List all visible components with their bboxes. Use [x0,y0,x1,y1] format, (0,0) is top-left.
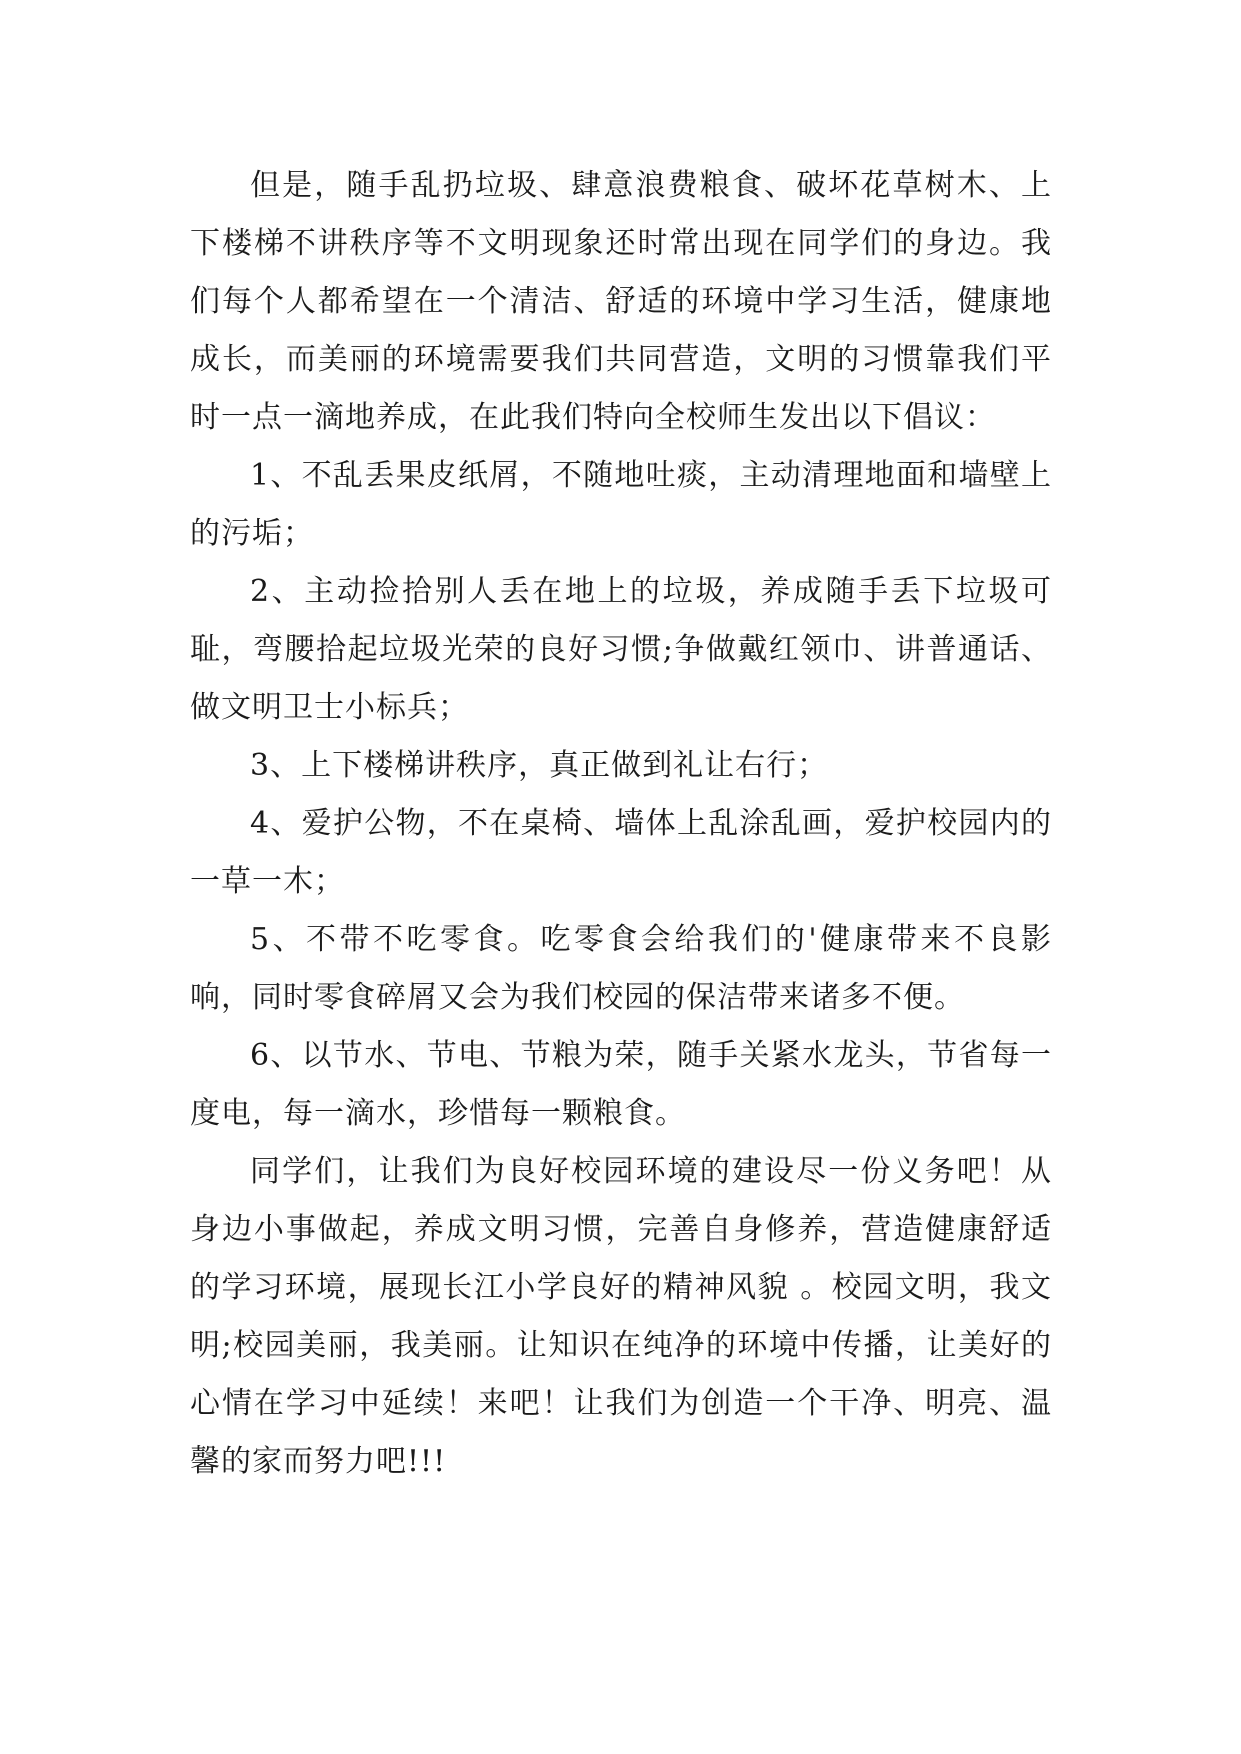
proposal-item-5: 5、不带不吃零食。吃零食会给我们的'健康带来不良影响，同时零食碎屑又会为我们校园的保洁带来诸多不便。 [190,922,1052,1015]
paragraph-closing: 同学们，让我们为良好校园环境的建设尽一份义务吧！从身边小事做起，养成文明习惯，完善自身修养，营造健康舒适的学习环境，展现长江小学良好的精神风貌 。校园文明，我文明;校园美丽，我美丽。让知识在纯净的环境中传播，让美好的心情在学习中延续！来吧！让我们为创造一个干净、明亮、温馨的家而努力吧!!! [190,1154,1052,1479]
proposal-item-4: 4、爱护公物，不在桌椅、墙体上乱涂乱画，爱护校园内的一草一木； [190,806,1052,899]
proposal-item-1: 1、不乱丢果皮纸屑，不随地吐痰，主动清理地面和墙壁上的污垢； [190,458,1052,551]
proposal-item-2: 2、主动捡拾别人丢在地上的垃圾，养成随手丢下垃圾可耻，弯腰拾起垃圾光荣的良好习惯;争做戴红领巾、讲普通话、做文明卫士小标兵； [190,574,1052,725]
paragraph-intro: 但是，随手乱扔垃圾、肆意浪费粮食、破坏花草树木、上下楼梯不讲秩序等不文明现象还时常出现在同学们的身边。我们每个人都希望在一个清洁、舒适的环境中学习生活，健康地成长，而美丽的环境需要我们共同营造，文明的习惯靠我们平时一点一滴地养成，在此我们特向全校师生发出以下倡议： [190,168,1052,435]
document-body [190,157,1052,1491]
proposal-item-3: 3、上下楼梯讲秩序，真正做到礼让右行； [250,748,829,783]
proposal-item-6: 6、以节水、节电、节粮为荣，随手关紧水龙头，节省每一度电，每一滴水，珍惜每一颗粮食。 [190,1038,1052,1131]
